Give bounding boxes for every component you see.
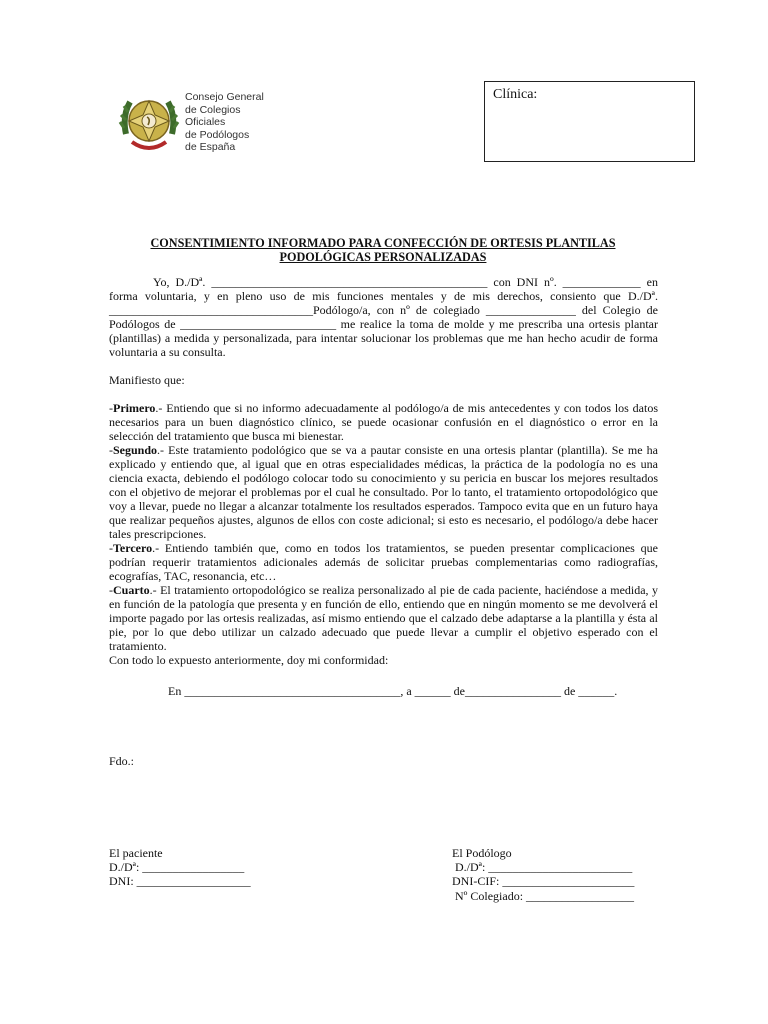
place-date-line[interactable]: En ____________________________________, a ______ de________________ de ______. [168, 684, 618, 698]
emblem-icon [118, 86, 180, 158]
clinic-box[interactable] [484, 81, 695, 162]
organization-logo [118, 86, 278, 158]
podologist-cif-field[interactable]: DNI-CIF: ______________________ [452, 874, 635, 889]
intro-paragraph: Yo, D./Dª. ______________________________________________ con DNI nº. _____________ en forma voluntaria, y en pleno uso de mis funciones mentales y de mis derechos, consiento que D./Dª. __________________________________Podólogo/a, con nº de colegiado _______________ del Colegio de Podólogos de __________________________ me realice la toma de molde y me prescriba una ortesis plantar (plantillas) a medida y personalizada, para intentar solucionar los problemas que me han hecho acudir de forma voluntaria a su consulta. [109, 275, 658, 359]
patient-title: El paciente [109, 846, 163, 860]
clause-segundo: -Segundo.- Este tratamiento podológico que se va a pautar consiste en una ortesis plantar (plantilla). Se me ha explicado y entiendo que, al igual que en otras especialidades médicas, la práctica de la podología no es una ciencia exacta, debiendo el podólogo colocar todo su conocimiento y su pericia en buscar los mejores resultados con el objetivo de mejorar el problemas por el cual he consultado. Por lo tanto, el tratamiento ortopodológico que voy a llevar, puede no llegar a alcanzar totalmente los resultados esperados. Tampoco evita que en un futuro haya que realizar pequeños ajustes, algunos de ellos con coste adicional; si esto es necesario, el podólogo/a debe hacer tales prescripciones. [109, 443, 658, 541]
conformity-statement: Con todo lo expuesto anteriormente, doy mi conformidad: [109, 653, 389, 667]
title-line-2: PODOLÓGICAS PERSONALIZADAS [279, 250, 487, 264]
podologist-title: El Podólogo [452, 846, 512, 860]
patient-dni-field[interactable]: DNI: ___________________ [109, 874, 251, 889]
patient-signature-block [109, 846, 251, 889]
podologist-colegiado-field[interactable]: Nº Colegiado: __________________ [452, 888, 635, 903]
clause-cuarto: -Cuarto.- El tratamiento ortopodológico se realiza personalizado al pie de cada paciente, haciéndose a medida, y en función de la patología que presenta y en función de ello, entiendo que en ningún momento se me devolverá el importe pagado por las ortesis realizadas, así mismo entiendo que el calzado debe adaptarse a la plantilla y ésta al pie, por lo que debo utilizar un calzado adecuado que puede llevar a cumplir el objetivo esperado con el tratamiento. [109, 583, 658, 653]
title-line-1: CONSENTIMIENTO INFORMADO PARA CONFECCIÓN DE ORTESIS PLANTILAS [150, 236, 616, 250]
document-title [108, 236, 658, 264]
clause-tercero: -Tercero.- Entiendo también que, como en todos los tratamientos, se pueden presentar complicaciones que podrían requerir tratamientos adicionales además de solicitar pruebas complementarias como radiografías, ecografías, TAC, resonancia, etc… [109, 541, 658, 583]
podologist-signature-block [452, 846, 634, 903]
organization-name: Consejo General de Colegios Oficiales de Podólogos de España [185, 91, 264, 153]
clinic-label: Clínica: [493, 87, 538, 102]
consent-body [109, 275, 658, 667]
patient-name-field[interactable]: D./Dª: _________________ [109, 860, 245, 875]
signature-label: Fdo.: [109, 754, 135, 768]
podologist-name-field[interactable]: D./Dª: ________________________ [452, 860, 633, 875]
clause-primero: -Primero.- Entiendo que si no informo adecuadamente al podólogo/a de mis antecedentes y con todos los datos necesarios para un buen diagnóstico clínico, se puede ocasionar confusión en el diagnóstico o error en la selección del tratamiento que busca mi bienestar. [109, 401, 658, 443]
manifiesto-heading: Manifiesto que: [109, 373, 185, 387]
